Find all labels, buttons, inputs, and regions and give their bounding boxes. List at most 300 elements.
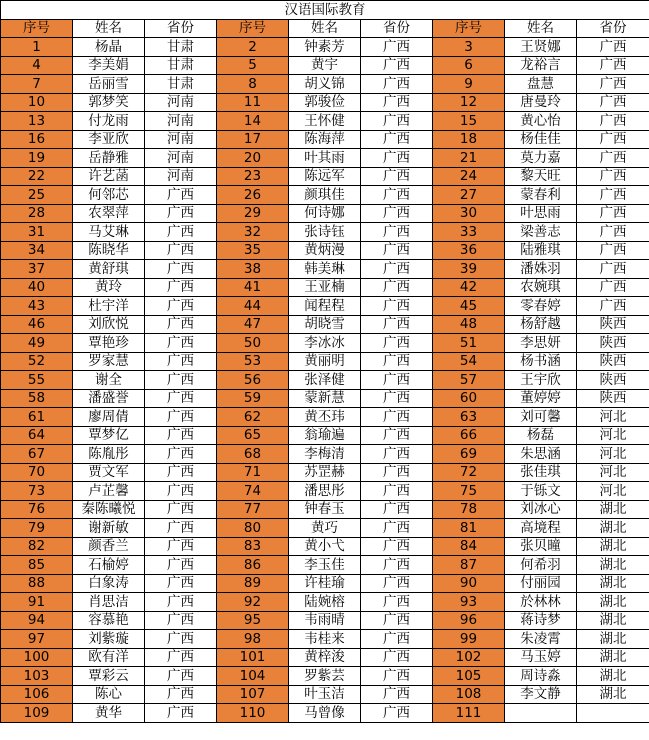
seq-cell: 96	[433, 611, 505, 630]
province-cell: 湖北	[577, 611, 649, 630]
province-cell: 广西	[145, 519, 217, 538]
seq-cell: 105	[433, 667, 505, 686]
name-cell: 王亚楠	[289, 278, 361, 297]
province-cell: 广西	[361, 574, 433, 593]
province-cell: 广西	[361, 463, 433, 482]
table-row	[1, 204, 649, 223]
seq-cell: 36	[433, 241, 505, 260]
seq-cell: 99	[433, 630, 505, 649]
name-cell: 韦雨晴	[289, 611, 361, 630]
province-cell: 广西	[145, 352, 217, 371]
title-row	[1, 1, 649, 20]
province-cell: 广西	[145, 426, 217, 445]
seq-cell: 100	[1, 648, 73, 667]
province-cell: 河南	[145, 93, 217, 112]
seq-cell: 27	[433, 186, 505, 205]
name-cell: 叶玉洁	[289, 685, 361, 704]
province-cell: 湖北	[577, 648, 649, 667]
name-cell: 张泽健	[289, 371, 361, 390]
seq-cell: 109	[1, 704, 73, 723]
province-cell: 广西	[361, 204, 433, 223]
name-cell: 岳静雅	[73, 149, 145, 168]
seq-cell: 30	[433, 204, 505, 223]
seq-cell: 52	[1, 352, 73, 371]
province-cell: 广西	[361, 556, 433, 575]
name-cell: 廖周倩	[73, 408, 145, 427]
name-cell: 覃彩云	[73, 667, 145, 686]
province-cell: 河北	[577, 482, 649, 501]
seq-cell: 70	[1, 463, 73, 482]
name-cell: 蒙新慧	[289, 389, 361, 408]
province-cell: 广西	[145, 389, 217, 408]
province-cell: 广西	[145, 500, 217, 519]
seq-cell: 58	[1, 389, 73, 408]
name-cell: 付丽园	[505, 574, 577, 593]
name-cell: 黄心怡	[505, 112, 577, 131]
province-cell: 广西	[577, 38, 649, 57]
name-cell: 蒙春利	[505, 186, 577, 205]
province-cell: 广西	[145, 241, 217, 260]
seq-cell: 4	[1, 56, 73, 75]
name-cell: 谢新敏	[73, 519, 145, 538]
seq-cell: 11	[217, 93, 289, 112]
seq-cell: 91	[1, 593, 73, 612]
province-cell: 广西	[361, 426, 433, 445]
name-cell: 付龙雨	[73, 112, 145, 131]
name-cell: 卢芷馨	[73, 482, 145, 501]
name-cell: 农翠萍	[73, 204, 145, 223]
seq-cell: 18	[433, 130, 505, 149]
seq-cell: 103	[1, 667, 73, 686]
seq-cell: 61	[1, 408, 73, 427]
province-cell: 广西	[361, 389, 433, 408]
seq-cell: 42	[433, 278, 505, 297]
seq-cell: 64	[1, 426, 73, 445]
table-row	[1, 241, 649, 260]
table-row	[1, 315, 649, 334]
province-cell: 广西	[577, 93, 649, 112]
seq-cell: 57	[433, 371, 505, 390]
province-cell: 广西	[145, 630, 217, 649]
seq-cell: 71	[217, 463, 289, 482]
province-cell: 广西	[145, 463, 217, 482]
seq-cell: 45	[433, 297, 505, 316]
name-cell: 黄巧	[289, 519, 361, 538]
seq-cell: 34	[1, 241, 73, 260]
name-cell: 马艾琳	[73, 223, 145, 242]
table-row	[1, 648, 649, 667]
province-cell: 广西	[145, 278, 217, 297]
province-cell: 广西	[145, 704, 217, 723]
seq-cell: 89	[217, 574, 289, 593]
seq-cell: 20	[217, 149, 289, 168]
seq-cell: 86	[217, 556, 289, 575]
table-row	[1, 389, 649, 408]
province-cell: 广西	[361, 482, 433, 501]
seq-cell: 55	[1, 371, 73, 390]
province-cell: 广西	[577, 149, 649, 168]
province-cell: 广西	[145, 685, 217, 704]
name-cell: 潘思彤	[289, 482, 361, 501]
name-cell: 李美娟	[73, 56, 145, 75]
seq-cell: 72	[433, 463, 505, 482]
seq-cell: 65	[217, 426, 289, 445]
seq-cell: 32	[217, 223, 289, 242]
name-cell: 许桂瑜	[289, 574, 361, 593]
name-cell: 覃艳珍	[73, 334, 145, 353]
name-cell: 胡义锦	[289, 75, 361, 94]
province-cell: 广西	[361, 278, 433, 297]
seq-cell: 53	[217, 352, 289, 371]
seq-cell: 81	[433, 519, 505, 538]
name-cell: 叶其雨	[289, 149, 361, 168]
name-cell: 陈晓华	[73, 241, 145, 260]
name-cell: 李冰冰	[289, 334, 361, 353]
seq-cell: 50	[217, 334, 289, 353]
name-cell: 杨磊	[505, 426, 577, 445]
name-cell: 张诗钰	[289, 223, 361, 242]
name-cell: 周诗淼	[505, 667, 577, 686]
province-cell: 广西	[361, 371, 433, 390]
table-title: 汉语国际教育	[1, 1, 649, 20]
name-cell: 郭骏俭	[289, 93, 361, 112]
province-cell: 河南	[145, 167, 217, 186]
seq-cell: 15	[433, 112, 505, 131]
table-row	[1, 38, 649, 57]
province-cell: 广西	[361, 112, 433, 131]
province-cell: 湖北	[577, 537, 649, 556]
province-cell: 广西	[145, 445, 217, 464]
name-cell: 肖思洁	[73, 593, 145, 612]
seq-cell: 110	[217, 704, 289, 723]
table-row	[1, 408, 649, 427]
name-cell: 李亚欣	[73, 130, 145, 149]
header-row	[1, 19, 649, 38]
province-cell: 广西	[361, 408, 433, 427]
name-cell: 黄舒琪	[73, 260, 145, 279]
seq-cell: 111	[433, 704, 505, 723]
name-cell: 胡晓雪	[289, 315, 361, 334]
province-cell: 广西	[361, 500, 433, 519]
province-cell: 广西	[361, 241, 433, 260]
name-cell: 盘慧	[505, 75, 577, 94]
province-cell: 湖北	[577, 574, 649, 593]
name-cell: 於林林	[505, 593, 577, 612]
table-row	[1, 297, 649, 316]
province-cell: 河北	[577, 445, 649, 464]
province-cell: 河北	[577, 463, 649, 482]
name-cell: 李玉佳	[289, 556, 361, 575]
table-row	[1, 186, 649, 205]
seq-cell: 35	[217, 241, 289, 260]
seq-cell: 88	[1, 574, 73, 593]
province-cell: 广西	[361, 75, 433, 94]
table-row	[1, 334, 649, 353]
province-cell: 广西	[361, 223, 433, 242]
province-cell: 广西	[577, 56, 649, 75]
province-cell: 广西	[361, 93, 433, 112]
table-row	[1, 482, 649, 501]
seq-cell: 23	[217, 167, 289, 186]
seq-cell: 79	[1, 519, 73, 538]
province-cell: 广西	[361, 297, 433, 316]
name-cell: 苏罡赫	[289, 463, 361, 482]
name-cell: 蒋诗梦	[505, 611, 577, 630]
name-cell: 龙裕言	[505, 56, 577, 75]
seq-cell: 46	[1, 315, 73, 334]
seq-cell: 28	[1, 204, 73, 223]
province-cell: 广西	[145, 260, 217, 279]
name-cell: 陈海萍	[289, 130, 361, 149]
province-cell: 陕西	[577, 389, 649, 408]
province-cell: 广西	[145, 574, 217, 593]
province-cell: 河南	[145, 112, 217, 131]
seq-cell: 41	[217, 278, 289, 297]
table-row	[1, 667, 649, 686]
name-cell: 杨书涵	[505, 352, 577, 371]
province-cell: 湖北	[577, 556, 649, 575]
province-cell: 广西	[361, 704, 433, 723]
name-cell: 颜琪佳	[289, 186, 361, 205]
seq-cell: 60	[433, 389, 505, 408]
seq-cell: 56	[217, 371, 289, 390]
name-cell: 谢全	[73, 371, 145, 390]
name-cell: 李梅清	[289, 445, 361, 464]
name-cell: 陈心	[73, 685, 145, 704]
seq-cell: 108	[433, 685, 505, 704]
name-cell: 何邻芯	[73, 186, 145, 205]
table-row	[1, 371, 649, 390]
seq-cell: 77	[217, 500, 289, 519]
name-cell: 石榆婷	[73, 556, 145, 575]
name-cell: 张贝曈	[505, 537, 577, 556]
table-row	[1, 685, 649, 704]
province-cell: 广西	[361, 167, 433, 186]
name-cell: 马曾像	[289, 704, 361, 723]
province-cell: 广西	[145, 482, 217, 501]
province-cell: 河南	[145, 149, 217, 168]
name-cell: 白象涛	[73, 574, 145, 593]
seq-cell: 17	[217, 130, 289, 149]
seq-cell: 92	[217, 593, 289, 612]
name-cell: 罗紫芸	[289, 667, 361, 686]
name-cell: 陈远军	[289, 167, 361, 186]
province-cell: 陕西	[577, 334, 649, 353]
name-cell: 刘紫璇	[73, 630, 145, 649]
name-cell: 钟春玉	[289, 500, 361, 519]
name-cell: 黄丕玮	[289, 408, 361, 427]
seq-cell: 82	[1, 537, 73, 556]
name-cell: 秦陈曦悦	[73, 500, 145, 519]
seq-cell: 87	[433, 556, 505, 575]
name-cell: 韩美琳	[289, 260, 361, 279]
seq-cell: 26	[217, 186, 289, 205]
province-cell: 广西	[361, 315, 433, 334]
seq-cell: 73	[1, 482, 73, 501]
province-cell: 广西	[577, 260, 649, 279]
seq-cell: 107	[217, 685, 289, 704]
seq-cell: 75	[433, 482, 505, 501]
name-cell: 莫力嘉	[505, 149, 577, 168]
header-cell-name: 姓名	[73, 19, 145, 38]
seq-cell: 40	[1, 278, 73, 297]
province-cell: 广西	[361, 130, 433, 149]
name-cell: 郭梦笑	[73, 93, 145, 112]
seq-cell: 84	[433, 537, 505, 556]
seq-cell: 104	[217, 667, 289, 686]
seq-cell: 44	[217, 297, 289, 316]
name-cell: 农婉琪	[505, 278, 577, 297]
seq-cell: 37	[1, 260, 73, 279]
table-row	[1, 260, 649, 279]
province-cell: 广西	[145, 648, 217, 667]
name-cell: 黄华	[73, 704, 145, 723]
seq-cell: 31	[1, 223, 73, 242]
name-cell: 杜宇洋	[73, 297, 145, 316]
name-cell: 马玉婷	[505, 648, 577, 667]
seq-cell: 76	[1, 500, 73, 519]
province-cell: 广西	[577, 186, 649, 205]
province-cell: 广西	[361, 648, 433, 667]
header-cell-seq: 序号	[1, 19, 73, 38]
table-row	[1, 93, 649, 112]
table-row	[1, 445, 649, 464]
province-cell: 广西	[577, 297, 649, 316]
province-cell: 广西	[145, 223, 217, 242]
table-row	[1, 56, 649, 75]
province-cell: 湖北	[577, 500, 649, 519]
name-cell: 零春婷	[505, 297, 577, 316]
province-cell: 湖北	[577, 630, 649, 649]
seq-cell: 106	[1, 685, 73, 704]
seq-cell: 24	[433, 167, 505, 186]
header-cell-seq: 序号	[433, 19, 505, 38]
name-cell: 刘可馨	[505, 408, 577, 427]
province-cell: 广西	[361, 260, 433, 279]
table-row	[1, 426, 649, 445]
table-row	[1, 519, 649, 538]
seq-cell: 10	[1, 93, 73, 112]
province-cell: 广西	[361, 334, 433, 353]
header-cell-name: 姓名	[289, 19, 361, 38]
province-cell: 广西	[145, 667, 217, 686]
seq-cell: 67	[1, 445, 73, 464]
seq-cell: 51	[433, 334, 505, 353]
name-cell: 梁善志	[505, 223, 577, 242]
name-cell: 岳丽雪	[73, 75, 145, 94]
province-cell: 湖北	[577, 685, 649, 704]
province-cell: 广西	[361, 685, 433, 704]
name-cell: 王宇欣	[505, 371, 577, 390]
table-row	[1, 352, 649, 371]
table-body	[1, 1, 649, 723]
table-row	[1, 75, 649, 94]
name-cell: 贾文军	[73, 463, 145, 482]
province-cell: 广西	[361, 186, 433, 205]
header-cell-province: 省份	[361, 19, 433, 38]
seq-cell: 98	[217, 630, 289, 649]
seq-cell: 12	[433, 93, 505, 112]
province-cell: 广西	[145, 408, 217, 427]
province-cell: 广西	[361, 445, 433, 464]
province-cell: 广西	[361, 630, 433, 649]
province-cell: 湖北	[577, 667, 649, 686]
seq-cell: 94	[1, 611, 73, 630]
province-cell: 陕西	[577, 352, 649, 371]
name-cell: 陆婉榕	[289, 593, 361, 612]
seq-cell: 80	[217, 519, 289, 538]
name-cell: 黄宇	[289, 56, 361, 75]
province-cell: 广西	[361, 667, 433, 686]
seq-cell: 1	[1, 38, 73, 57]
name-cell: 黄炳漫	[289, 241, 361, 260]
name-cell: 于铄文	[505, 482, 577, 501]
seq-cell: 16	[1, 130, 73, 149]
seq-cell: 49	[1, 334, 73, 353]
province-cell: 陕西	[577, 371, 649, 390]
province-cell: 广西	[577, 75, 649, 94]
province-cell: 广西	[145, 371, 217, 390]
seq-cell: 25	[1, 186, 73, 205]
name-cell: 张佳琪	[505, 463, 577, 482]
seq-cell: 47	[217, 315, 289, 334]
name-cell: 闻程程	[289, 297, 361, 316]
province-cell: 广西	[577, 112, 649, 131]
name-cell: 黄玲	[73, 278, 145, 297]
province-cell: 广西	[577, 223, 649, 242]
province-cell: 广西	[361, 38, 433, 57]
header-cell-name: 姓名	[505, 19, 577, 38]
table-row	[1, 278, 649, 297]
table-row	[1, 130, 649, 149]
seq-cell: 29	[217, 204, 289, 223]
name-cell: 韦桂来	[289, 630, 361, 649]
name-cell: 高境程	[505, 519, 577, 538]
table-row	[1, 167, 649, 186]
name-cell: 李文静	[505, 685, 577, 704]
province-cell: 河北	[577, 426, 649, 445]
province-cell: 河南	[145, 130, 217, 149]
province-cell: 广西	[145, 556, 217, 575]
table-row	[1, 463, 649, 482]
seq-cell: 19	[1, 149, 73, 168]
name-cell	[505, 704, 577, 723]
name-cell: 陈胤彤	[73, 445, 145, 464]
province-cell: 河北	[577, 408, 649, 427]
seq-cell: 90	[433, 574, 505, 593]
seq-cell: 3	[433, 38, 505, 57]
seq-cell: 9	[433, 75, 505, 94]
seq-cell: 38	[217, 260, 289, 279]
table-row	[1, 593, 649, 612]
seq-cell: 63	[433, 408, 505, 427]
seq-cell: 48	[433, 315, 505, 334]
table-row	[1, 630, 649, 649]
name-cell: 罗家慧	[73, 352, 145, 371]
name-cell: 朱思涵	[505, 445, 577, 464]
province-cell: 广西	[145, 537, 217, 556]
province-cell: 湖北	[577, 593, 649, 612]
name-cell: 覃梦亿	[73, 426, 145, 445]
seq-cell: 14	[217, 112, 289, 131]
table-row	[1, 223, 649, 242]
name-cell: 李思妍	[505, 334, 577, 353]
name-cell: 潘姝羽	[505, 260, 577, 279]
name-cell: 黎天旺	[505, 167, 577, 186]
seq-cell: 43	[1, 297, 73, 316]
province-cell: 广西	[145, 611, 217, 630]
province-cell: 广西	[361, 352, 433, 371]
